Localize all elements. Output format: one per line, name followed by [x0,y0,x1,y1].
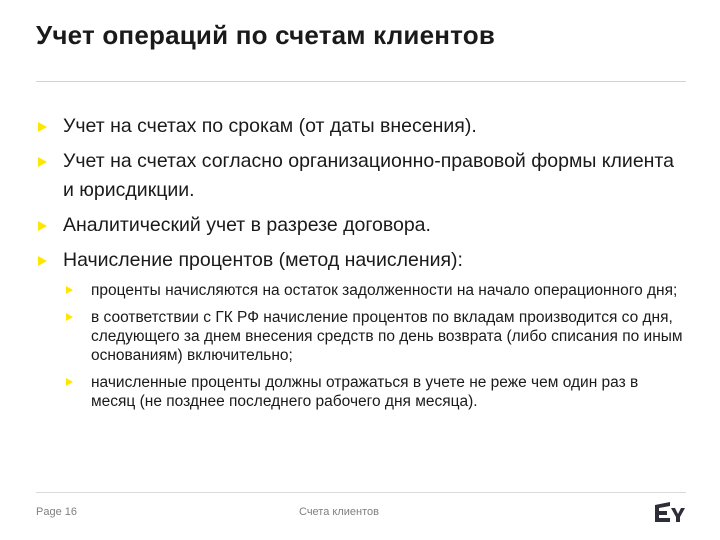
title-divider [36,81,686,82]
bullet-item [36,147,686,205]
bullet-text: Аналитический учет в разрезе договора. [63,214,431,236]
sub-bullet-item [36,281,686,300]
sub-bullet-list [36,281,686,411]
bullet-text: Начисление процентов (метод начисления): [63,249,463,271]
bullet-arrow-icon [38,122,47,132]
sub-bullet-arrow-icon [66,378,73,386]
sub-bullet-arrow-icon [66,286,73,294]
sub-bullet-arrow-icon [66,313,73,321]
bullet-arrow-icon [38,221,47,231]
slide-title: Учет операций по счетам клиентов [36,20,496,50]
sub-bullet-text: начисленные проценты должны отражаться в учете не реже чем один раз в месяц (не позднее последнего рабочего дня месяца). [91,374,639,410]
ey-logo-icon [653,502,687,524]
sub-bullet-text: проценты начисляются на остаток задолженности на начало операционного дня; [91,282,678,299]
footer-divider [36,492,686,493]
bullet-item [36,211,686,240]
bullet-item [36,112,686,141]
footer-section-label: Счета клиентов [299,506,379,518]
sub-bullet-item [36,373,686,411]
bullet-text: Учет на счетах согласно организационно-правовой формы клиента и юрисдикции. [63,150,674,201]
bullet-item [36,246,686,275]
sub-bullet-item [36,308,686,365]
slide-content [36,112,686,419]
bullet-arrow-icon [38,157,47,167]
bullet-text: Учет на счетах по срокам (от даты внесения). [63,115,477,137]
bullet-arrow-icon [38,256,47,266]
page-number: Page 16 [36,506,77,518]
sub-bullet-text: в соответствии с ГК РФ начисление процентов по вкладам производится со дня, следующего за днем внесения средств по день возврата (либо списания по иным основаниям) включительно; [91,309,683,364]
